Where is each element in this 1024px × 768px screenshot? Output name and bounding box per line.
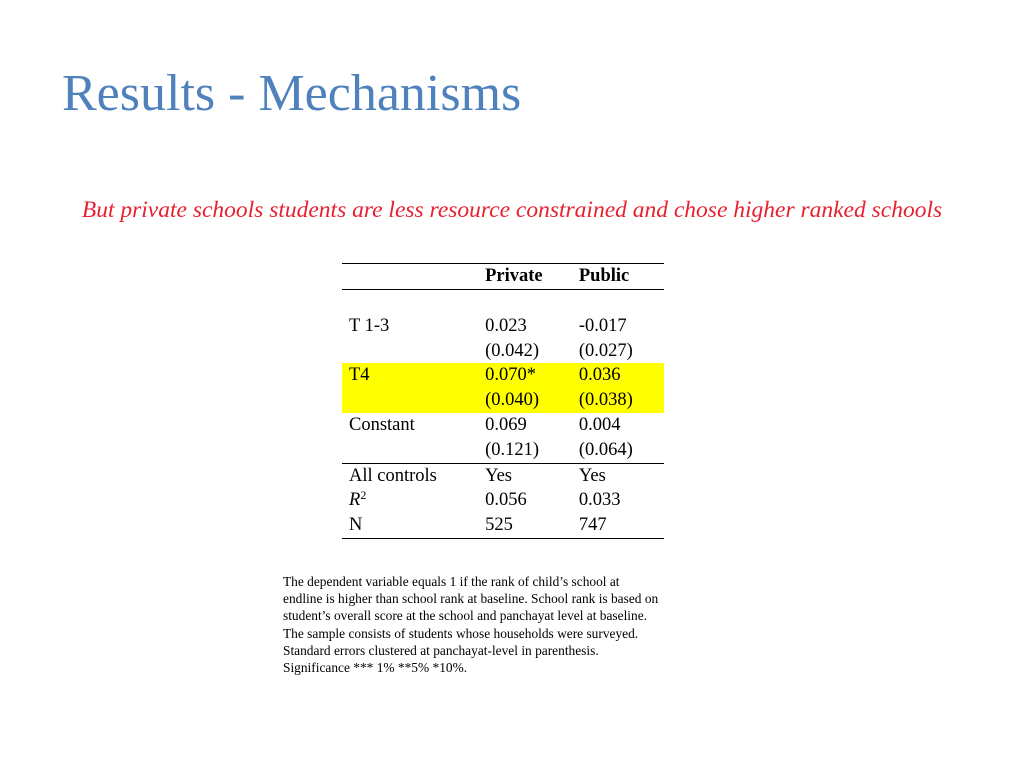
public-se: (0.064) xyxy=(579,438,664,463)
note-line: endline is higher than school rank at baseline. School rank is based on xyxy=(283,591,659,607)
public-coef: -0.017 xyxy=(578,315,627,336)
row-label: All controls xyxy=(349,465,437,486)
public-se: (0.027) xyxy=(578,340,633,361)
table-notes xyxy=(283,573,753,676)
row-label: T 1-3 xyxy=(349,315,390,336)
note-line: Standard errors clustered at panchayat-level in parenthesis. xyxy=(283,642,599,658)
row-label-r2 xyxy=(342,488,485,513)
private-se: (0.040) xyxy=(485,388,579,413)
row-label: T4 xyxy=(342,363,485,388)
header-blank xyxy=(342,264,485,290)
private-coef: 0.023 xyxy=(485,315,527,336)
note-line: The sample consists of students whose households were surveyed. xyxy=(283,625,639,641)
table-row-n xyxy=(342,513,664,538)
r2-superscript: 2 xyxy=(360,488,367,503)
regression-table xyxy=(342,263,664,539)
note-line: Significance *** 1% **5% *10%. xyxy=(283,660,468,676)
public-value: 747 xyxy=(578,515,607,536)
private-coef: 0.069 xyxy=(485,414,527,435)
table-row-t13-se xyxy=(342,339,664,364)
private-value: 525 xyxy=(485,515,513,536)
note-line: The dependent variable equals 1 if the rank of child’s school at xyxy=(283,574,620,589)
row-label: N xyxy=(349,515,363,536)
header-public: Public xyxy=(579,264,664,290)
private-se: (0.121) xyxy=(485,438,579,463)
public-value: 0.033 xyxy=(578,490,621,511)
slide-title: Results - Mechanisms xyxy=(62,65,522,122)
table-row-controls xyxy=(342,463,664,488)
private-se: (0.042) xyxy=(485,340,540,361)
row-label: Constant xyxy=(349,414,415,435)
table-row-constant-se xyxy=(342,438,664,463)
table-row-t4-se xyxy=(342,388,664,413)
public-coef: 0.004 xyxy=(578,414,621,435)
private-coef: 0.070* xyxy=(485,363,579,388)
note-line: student’s overall score at the school and panchayat level at baseline. xyxy=(283,608,648,624)
table-row-t13 xyxy=(342,314,664,339)
public-value: Yes xyxy=(578,465,606,486)
table-row-constant xyxy=(342,413,664,438)
public-coef: 0.036 xyxy=(579,363,664,388)
public-se: (0.038) xyxy=(579,388,664,413)
slide-subtitle: But private schools students are less resource constrained and chose higher ranked schools xyxy=(81,197,943,223)
private-value: Yes xyxy=(485,465,512,486)
header-private: Private xyxy=(485,264,579,290)
table-header-row xyxy=(342,264,664,290)
private-value: 0.056 xyxy=(485,490,527,511)
table-row-r2 xyxy=(342,488,664,513)
table-spacer-row xyxy=(342,289,664,314)
r2-symbol: R xyxy=(349,490,361,511)
table-row-t4 xyxy=(342,363,664,388)
